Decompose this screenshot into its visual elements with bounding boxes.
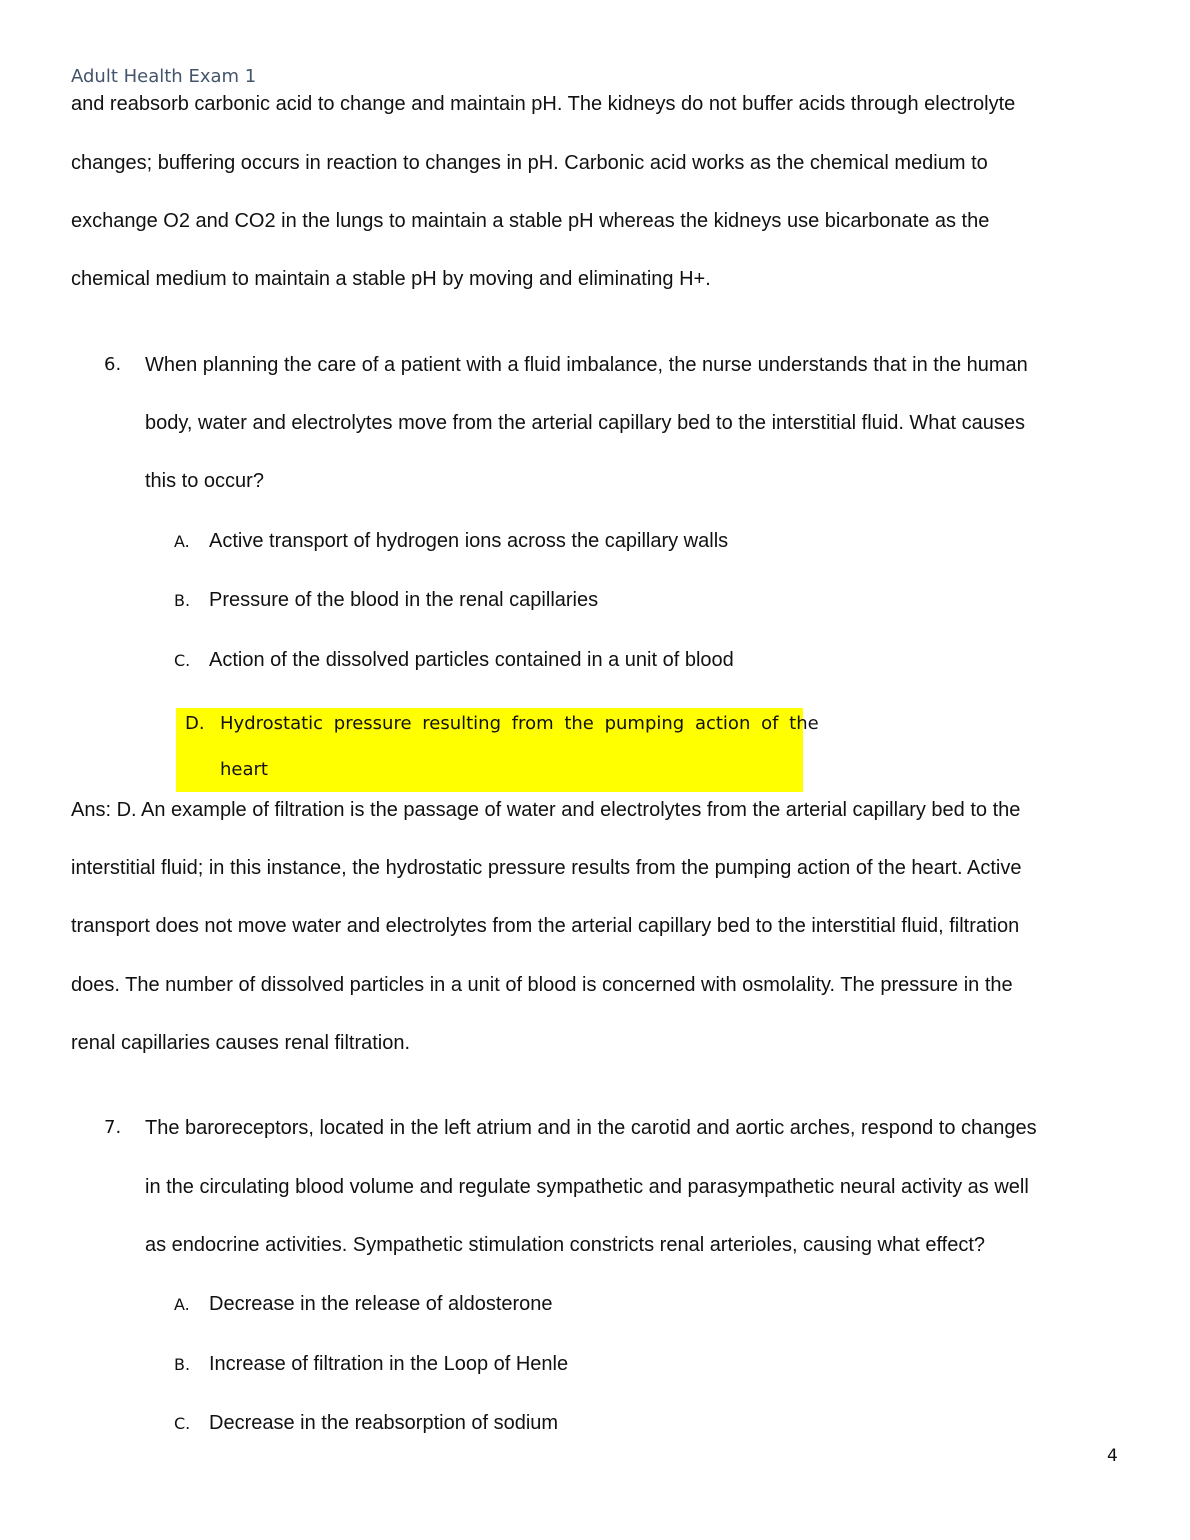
option-d-highlighted: Hydrostatic pressure resulting from the pumping action of the [220, 713, 819, 734]
answer-explanation: transport does not move water and electrolytes from the arterial capillary bed to the interstitial fluid, filtration [71, 915, 1020, 937]
option-letter: D. [185, 713, 205, 734]
option-b: Pressure of the blood in the renal capillaries [209, 589, 599, 611]
option-c: Decrease in the reabsorption of sodium [209, 1412, 559, 1434]
option-letter: B. [174, 1355, 191, 1374]
answer-explanation: does. The number of dissolved particles in a unit of blood is concerned with osmolality. The pressure in the [71, 974, 1013, 996]
intro-line: and reabsorb carbonic acid to change and maintain pH. The kidneys do not buffer acids through electrolyte [71, 93, 1016, 115]
option-c: Action of the dissolved particles contained in a unit of blood [209, 649, 734, 671]
option-letter: A. [174, 532, 190, 551]
question-6-number: 6. [104, 354, 122, 375]
answer-explanation: Ans: D. An example of filtration is the passage of water and electrolytes from the arterial capillary bed to the [71, 799, 1021, 821]
intro-line: exchange O2 and CO2 in the lungs to maintain a stable pH whereas the kidneys use bicarbonate as the [71, 210, 990, 232]
option-a: Decrease in the release of aldosterone [209, 1293, 553, 1315]
question-7-text: as endocrine activities. Sympathetic stimulation constricts renal arterioles, causing what effect? [145, 1234, 986, 1256]
option-b: Increase of filtration in the Loop of Henle [209, 1353, 569, 1375]
question-6-text: When planning the care of a patient with a fluid imbalance, the nurse understands that in the human [145, 354, 1028, 376]
option-letter: C. [174, 651, 191, 670]
document-header: Adult Health Exam 1 [71, 66, 257, 87]
question-7-text: The baroreceptors, located in the left atrium and in the carotid and aortic arches, respond to changes [145, 1117, 1037, 1139]
question-7-text: in the circulating blood volume and regulate sympathetic and parasympathetic neural activity as well [145, 1176, 1029, 1198]
question-7-number: 7. [104, 1117, 122, 1138]
option-d-highlighted: heart [220, 759, 268, 780]
intro-line: changes; buffering occurs in reaction to changes in pH. Carbonic acid works as the chemical medium to [71, 152, 988, 174]
intro-line: chemical medium to maintain a stable pH by moving and eliminating H+. [71, 268, 711, 290]
question-6-text: this to occur? [145, 470, 264, 492]
option-letter: B. [174, 591, 191, 610]
question-6-text: body, water and electrolytes move from the arterial capillary bed to the interstitial fluid. What causes [145, 412, 1026, 434]
page-number: 4 [1107, 1446, 1118, 1466]
option-letter: C. [174, 1414, 191, 1433]
option-letter: A. [174, 1295, 190, 1314]
option-a: Active transport of hydrogen ions across the capillary walls [209, 530, 729, 552]
answer-explanation: interstitial fluid; in this instance, the hydrostatic pressure results from the pumping action of the heart. Active [71, 857, 1022, 879]
answer-explanation: renal capillaries causes renal filtration. [71, 1032, 411, 1054]
